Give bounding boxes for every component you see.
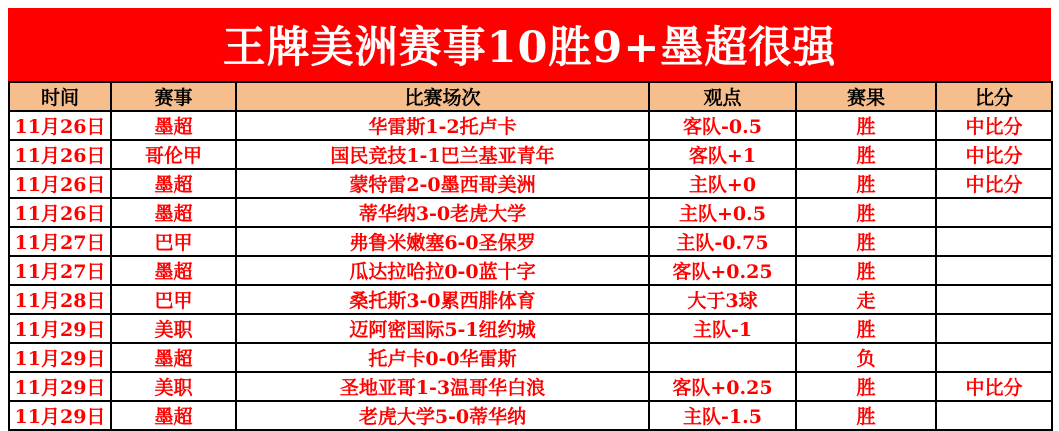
date-cell: 11月29日 bbox=[9, 372, 111, 401]
league-cell: 墨超 bbox=[111, 256, 236, 285]
opinion-cell: 客队-0.5 bbox=[649, 111, 796, 140]
result-cell: 胜 bbox=[796, 111, 936, 140]
league-cell: 巴甲 bbox=[111, 227, 236, 256]
league-cell: 墨超 bbox=[111, 111, 236, 140]
banner-title: 王牌美洲赛事10胜9+墨超很强 bbox=[222, 23, 837, 73]
date-cell: 11月26日 bbox=[9, 140, 111, 169]
league-cell: 哥伦甲 bbox=[111, 140, 236, 169]
date-cell: 11月29日 bbox=[9, 401, 111, 430]
match-cell: 蒙特雷2-0墨西哥美洲 bbox=[236, 169, 649, 198]
match-cell: 桑托斯3-0累西腓体育 bbox=[236, 285, 649, 314]
opinion-cell: 主队-0.75 bbox=[649, 227, 796, 256]
column-header-5: 比分 bbox=[936, 82, 1052, 111]
table-row bbox=[9, 198, 1052, 227]
date-cell: 11月29日 bbox=[9, 314, 111, 343]
result-cell: 胜 bbox=[796, 401, 936, 430]
opinion-cell: 主队+0 bbox=[649, 169, 796, 198]
table-row bbox=[9, 314, 1052, 343]
opinion-cell: 主队-1.5 bbox=[649, 401, 796, 430]
table-body bbox=[9, 111, 1052, 430]
match-cell: 老虎大学5-0蒂华纳 bbox=[236, 401, 649, 430]
table-row bbox=[9, 372, 1052, 401]
table-row bbox=[9, 227, 1052, 256]
column-header-4: 赛果 bbox=[796, 82, 936, 111]
score-cell bbox=[936, 198, 1052, 227]
opinion-cell: 客队+0.25 bbox=[649, 372, 796, 401]
result-cell: 胜 bbox=[796, 198, 936, 227]
opinion-cell: 主队-1 bbox=[649, 314, 796, 343]
league-cell: 美职 bbox=[111, 314, 236, 343]
date-cell: 11月27日 bbox=[9, 227, 111, 256]
score-cell bbox=[936, 314, 1052, 343]
score-cell bbox=[936, 343, 1052, 372]
table-row bbox=[9, 140, 1052, 169]
score-cell bbox=[936, 401, 1052, 430]
league-cell: 巴甲 bbox=[111, 285, 236, 314]
match-cell: 国民竞技1-1巴兰基亚青年 bbox=[236, 140, 649, 169]
league-cell: 墨超 bbox=[111, 198, 236, 227]
opinion-cell: 客队+1 bbox=[649, 140, 796, 169]
column-header-0: 时间 bbox=[9, 82, 111, 111]
table-row bbox=[9, 285, 1052, 314]
results-table bbox=[8, 81, 1053, 431]
date-cell: 11月26日 bbox=[9, 169, 111, 198]
table-row bbox=[9, 169, 1052, 198]
result-cell: 胜 bbox=[796, 256, 936, 285]
table-row bbox=[9, 401, 1052, 430]
column-header-1: 赛事 bbox=[111, 82, 236, 111]
league-cell: 美职 bbox=[111, 372, 236, 401]
result-cell: 负 bbox=[796, 343, 936, 372]
league-cell: 墨超 bbox=[111, 169, 236, 198]
match-cell: 迈阿密国际5-1纽约城 bbox=[236, 314, 649, 343]
opinion-cell: 客队+0.25 bbox=[649, 256, 796, 285]
banner bbox=[8, 8, 1051, 81]
column-header-3: 观点 bbox=[649, 82, 796, 111]
score-cell: 中比分 bbox=[936, 140, 1052, 169]
match-cell: 瓜达拉哈拉0-0蓝十字 bbox=[236, 256, 649, 285]
match-cell: 蒂华纳3-0老虎大学 bbox=[236, 198, 649, 227]
date-cell: 11月26日 bbox=[9, 198, 111, 227]
opinion-cell: 大于3球 bbox=[649, 285, 796, 314]
result-cell: 走 bbox=[796, 285, 936, 314]
match-cell: 托卢卡0-0华雷斯 bbox=[236, 343, 649, 372]
result-cell: 胜 bbox=[796, 372, 936, 401]
match-cell: 圣地亚哥1-3温哥华白浪 bbox=[236, 372, 649, 401]
date-cell: 11月28日 bbox=[9, 285, 111, 314]
result-cell: 胜 bbox=[796, 140, 936, 169]
score-cell bbox=[936, 256, 1052, 285]
score-cell: 中比分 bbox=[936, 111, 1052, 140]
table-row bbox=[9, 343, 1052, 372]
date-cell: 11月29日 bbox=[9, 343, 111, 372]
result-cell: 胜 bbox=[796, 314, 936, 343]
score-cell bbox=[936, 227, 1052, 256]
league-cell: 墨超 bbox=[111, 343, 236, 372]
table-row bbox=[9, 256, 1052, 285]
result-cell: 胜 bbox=[796, 169, 936, 198]
date-cell: 11月27日 bbox=[9, 256, 111, 285]
header-row bbox=[9, 82, 1052, 111]
match-cell: 华雷斯1-2托卢卡 bbox=[236, 111, 649, 140]
league-cell: 墨超 bbox=[111, 401, 236, 430]
result-cell: 胜 bbox=[796, 227, 936, 256]
match-cell: 弗鲁米嫩塞6-0圣保罗 bbox=[236, 227, 649, 256]
score-cell: 中比分 bbox=[936, 169, 1052, 198]
table-row bbox=[9, 111, 1052, 140]
opinion-cell bbox=[649, 343, 796, 372]
score-cell: 中比分 bbox=[936, 372, 1052, 401]
score-cell bbox=[936, 285, 1052, 314]
opinion-cell: 主队+0.5 bbox=[649, 198, 796, 227]
date-cell: 11月26日 bbox=[9, 111, 111, 140]
column-header-2: 比赛场次 bbox=[236, 82, 649, 111]
